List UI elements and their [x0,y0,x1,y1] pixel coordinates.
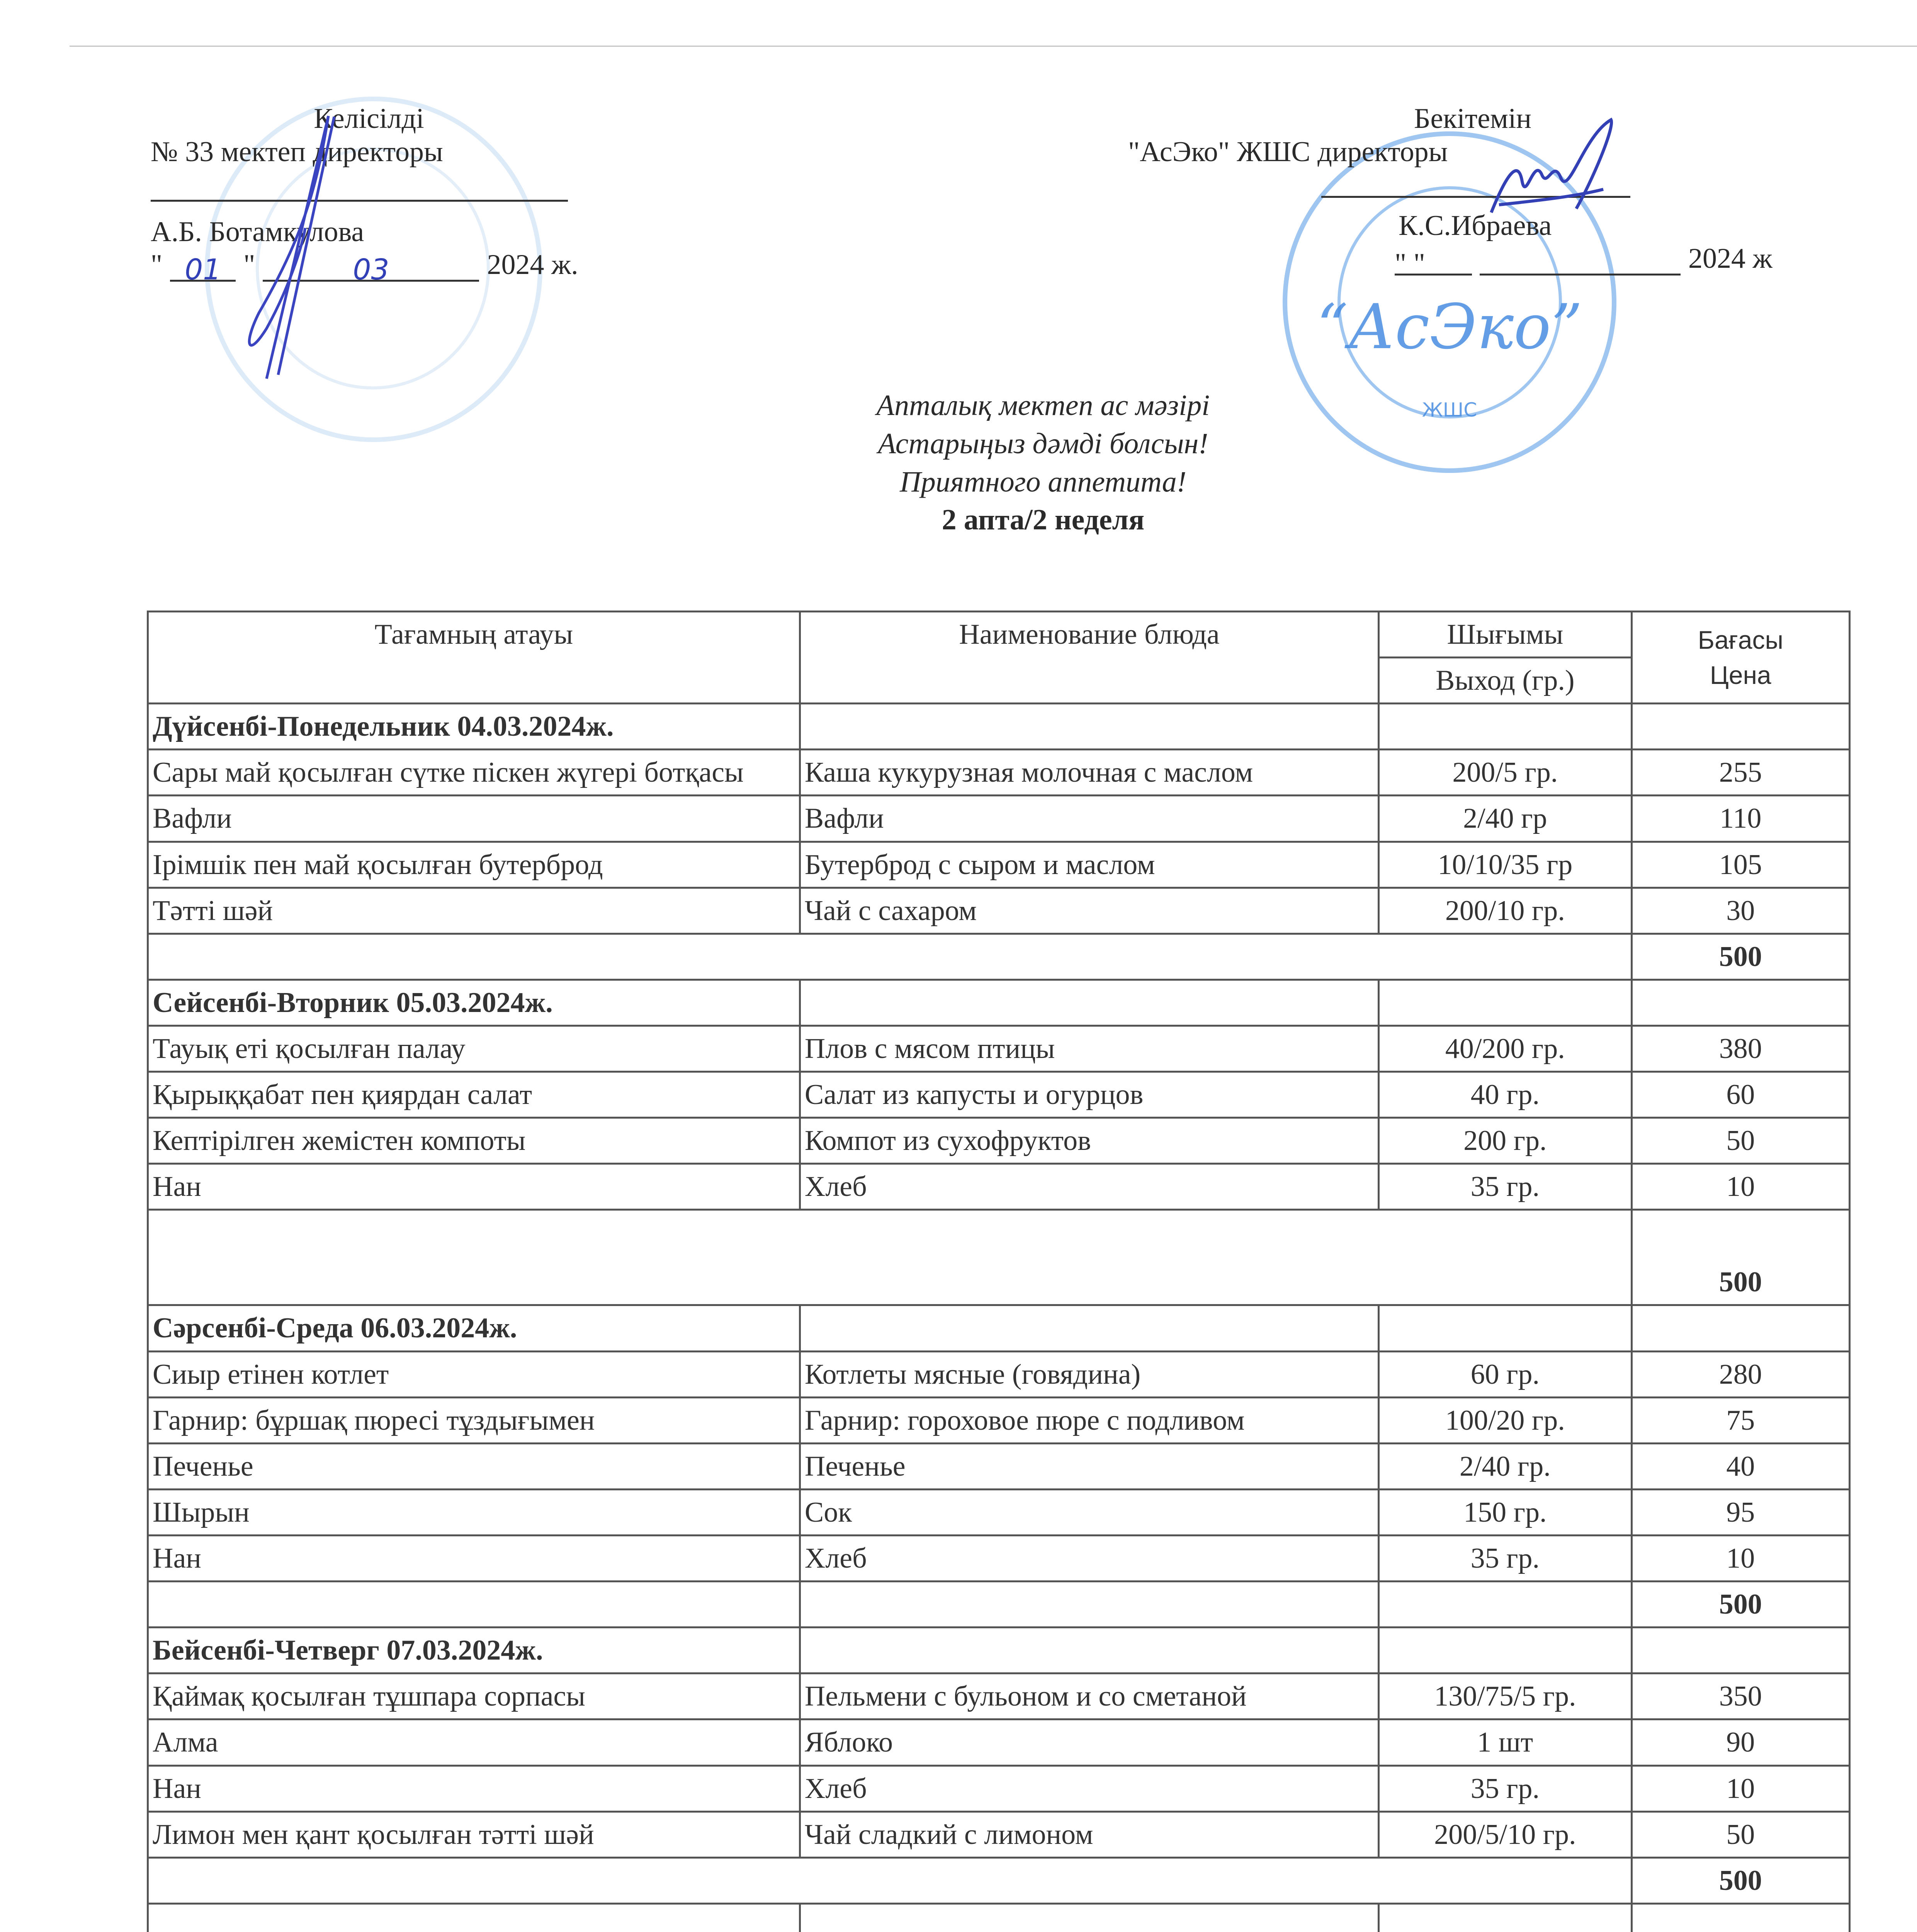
dish-name-ru: Бутерброд с сыром и маслом [800,842,1378,888]
day-title: Сейсенбі-Вторник 05.03.2024ж. [148,980,800,1026]
dish-price: 10 [1631,1164,1849,1210]
dish-name-kz: Шырын [148,1489,800,1535]
header-yield-kz: Шығымы [1379,612,1631,658]
day-title: Сәрсенбі-Среда 06.03.2024ж. [148,1305,800,1351]
date-month-blank [1480,247,1681,276]
agreed-name: А.Б. Ботамкулова [151,216,364,248]
director-signature-right [1476,112,1638,228]
dish-price: 50 [1631,1118,1849,1164]
empty-cell [148,1903,800,1932]
dish-yield: 200 гр. [1379,1118,1631,1164]
empty-cell [1379,704,1631,750]
table-row [148,1351,1850,1397]
day-header-row [148,1305,1850,1351]
dish-yield: 60 гр. [1379,1351,1631,1397]
menu-table-body [148,704,1850,1932]
empty-cell [800,1628,1378,1673]
dish-price: 105 [1631,842,1849,888]
header-ru-name: Наименование блюда [800,612,1378,704]
day-header-row [148,980,1850,1026]
table-row [148,1719,1850,1765]
empty-cell [1379,1305,1631,1351]
blank-row [148,1903,1850,1932]
day-total-price: 500 [1631,934,1849,980]
dish-name-ru: Котлеты мясные (говядина) [800,1351,1378,1397]
empty-cell [1631,1628,1849,1673]
table-row [148,1118,1850,1164]
empty-cell [800,980,1378,1026]
empty-cell [800,1305,1378,1351]
empty-cell [1631,704,1849,750]
dish-name-ru: Вафли [800,796,1378,842]
table-row [148,1164,1850,1210]
empty-cell [148,1210,1632,1305]
dish-price: 350 [1631,1673,1849,1719]
date-day: 01 [170,253,236,282]
empty-cell [1379,980,1631,1026]
dish-yield: 2/40 гр. [1379,1443,1631,1489]
table-row [148,1443,1850,1489]
empty-cell [1631,1305,1849,1351]
dish-yield: 10/10/35 гр [1379,842,1631,888]
title-wish-ru: Приятного аппетита! [899,465,1187,498]
dish-name-kz: Кептірілген жемістен компоты [148,1118,800,1164]
title-kz: Апталық мектеп ас мәзірі [876,389,1210,422]
dish-name-kz: Қырыққабат пен қиярдан салат [148,1072,800,1118]
dish-name-kz: Вафли [148,796,800,842]
dish-price: 280 [1631,1351,1849,1397]
approved-name: К.С.Ибраева [1399,209,1552,242]
seal-brand: “АсЭко” [1316,291,1583,363]
date-year: 2024 ж [1688,243,1773,275]
dish-price: 10 [1631,1765,1849,1811]
dish-yield: 100/20 гр. [1379,1397,1631,1443]
dish-name-kz: Нан [148,1164,800,1210]
day-total-row [148,1582,1850,1628]
day-title: Дүйсенбі-Понедельник 04.03.2024ж. [148,704,800,750]
dish-name-kz: Нан [148,1765,800,1811]
approved-date [1128,242,1862,280]
date-quote-open: " [151,249,163,281]
table-row [148,1811,1850,1857]
day-total-price: 500 [1631,1857,1849,1903]
header-price-ru: Цена [1710,660,1771,689]
table-row [148,1765,1850,1811]
table-row [148,1072,1850,1118]
dish-yield: 40/200 гр. [1379,1026,1631,1071]
dish-name-kz: Сиыр етінен котлет [148,1351,800,1397]
dish-name-ru: Чай с сахаром [800,888,1378,934]
dish-name-ru: Яблоко [800,1719,1378,1765]
dish-price: 75 [1631,1397,1849,1443]
header-kz-name: Тағамның атауы [148,612,800,704]
day-title: Бейсенбі-Четверг 07.03.2024ж. [148,1628,800,1673]
dish-name-kz: Печенье [148,1443,800,1489]
title-week: 2 апта/2 неделя [942,503,1145,536]
empty-cell [800,1903,1378,1932]
empty-cell [148,1857,1632,1903]
dish-name-ru: Салат из капусты и огурцов [800,1072,1378,1118]
header-price [1631,612,1849,704]
dish-name-kz: Тәтті шәй [148,888,800,934]
day-header-row [148,704,1850,750]
dish-price: 380 [1631,1026,1849,1071]
table-row [148,1489,1850,1535]
empty-cell [800,704,1378,750]
empty-cell [148,1582,800,1628]
dish-price: 50 [1631,1811,1849,1857]
date-month: 03 [263,253,479,282]
dish-name-kz: Қаймақ қосылған тұшпара сорпасы [148,1673,800,1719]
dish-yield: 40 гр. [1379,1072,1631,1118]
day-total-row [148,934,1850,980]
empty-cell [1631,980,1849,1026]
date-year: 2024 ж. [487,249,578,281]
day-total-price: 500 [1631,1582,1849,1628]
director-signature-left [201,112,417,390]
date-day-blank: " " [1395,247,1472,276]
dish-price: 30 [1631,888,1849,934]
dish-price: 255 [1631,750,1849,796]
table-row [148,796,1850,842]
dish-name-ru: Плов с мясом птицы [800,1026,1378,1071]
empty-cell [800,1582,1378,1628]
header-price-kz: Бағасы [1698,625,1783,654]
approved-position: "АсЭко" ЖШС директоры [1128,136,1448,168]
dish-yield: 2/40 гр [1379,796,1631,842]
table-row [148,842,1850,888]
table-row [148,888,1850,934]
dish-name-ru: Хлеб [800,1535,1378,1581]
dish-name-kz: Лимон мен қант қосылған тәтті шәй [148,1811,800,1857]
dish-name-kz: Сары май қосылған сүтке піскен жүгері ботқасы [148,750,800,796]
table-row [148,1026,1850,1071]
day-total-price: 500 [1631,1210,1849,1305]
table-row [148,750,1850,796]
empty-cell [1631,1903,1849,1932]
dish-yield: 35 гр. [1379,1765,1631,1811]
dish-name-ru: Каша кукурузная молочная с маслом [800,750,1378,796]
dish-name-kz: Нан [148,1535,800,1581]
dish-name-ru: Пельмени с бульоном и со сметаной [800,1673,1378,1719]
dish-yield: 35 гр. [1379,1164,1631,1210]
dish-name-ru: Компот из сухофруктов [800,1118,1378,1164]
dish-price: 40 [1631,1443,1849,1489]
agreed-position: № 33 мектеп директоры [151,136,443,168]
menu-table [147,611,1851,1932]
dish-yield: 200/10 гр. [1379,888,1631,934]
day-total-row [148,1857,1850,1903]
dish-name-ru: Хлеб [800,1765,1378,1811]
table-row [148,1535,1850,1581]
empty-cell [1379,1582,1631,1628]
approved-heading: Бекітемін [1414,103,1532,134]
dish-name-ru: Чай сладкий с лимоном [800,1811,1378,1857]
empty-cell [1379,1903,1631,1932]
dish-price: 90 [1631,1719,1849,1765]
menu-titles [753,386,1333,539]
dish-name-kz: Ірімшік пен май қосылған бутерброд [148,842,800,888]
dish-name-kz: Алма [148,1719,800,1765]
dish-yield: 150 гр. [1379,1489,1631,1535]
dish-price: 60 [1631,1072,1849,1118]
agreed-heading: Келісілді [314,103,424,134]
dish-yield: 35 гр. [1379,1535,1631,1581]
table-row [148,1673,1850,1719]
day-total-row [148,1210,1850,1305]
header-yield-ru: Выход (гр.) [1379,658,1631,704]
dish-price: 10 [1631,1535,1849,1581]
title-wish-kz: Астарыңыз дәмді болсын! [878,427,1208,460]
dish-price: 95 [1631,1489,1849,1535]
dish-name-ru: Печенье [800,1443,1378,1489]
dish-name-kz: Тауық еті қосылған палау [148,1026,800,1071]
dish-name-ru: Сок [800,1489,1378,1535]
dish-yield: 1 шт [1379,1719,1631,1765]
dish-yield: 130/75/5 гр. [1379,1673,1631,1719]
dish-price: 110 [1631,796,1849,842]
empty-cell [1379,1628,1631,1673]
empty-cell [148,934,1632,980]
table-row [148,1397,1850,1443]
seal-subtitle: ЖШС [1422,399,1477,421]
scan-edge-line [70,46,1917,47]
dish-yield: 200/5/10 гр. [1379,1811,1631,1857]
dish-name-ru: Хлеб [800,1164,1378,1210]
dish-name-kz: Гарнир: бұршақ пюресі тұздығымен [148,1397,800,1443]
dish-yield: 200/5 гр. [1379,750,1631,796]
date-quote-close: " [243,249,255,281]
dish-name-ru: Гарнир: гороховое пюре с подливом [800,1397,1378,1443]
table-header-row [148,612,1850,658]
day-header-row [148,1628,1850,1673]
